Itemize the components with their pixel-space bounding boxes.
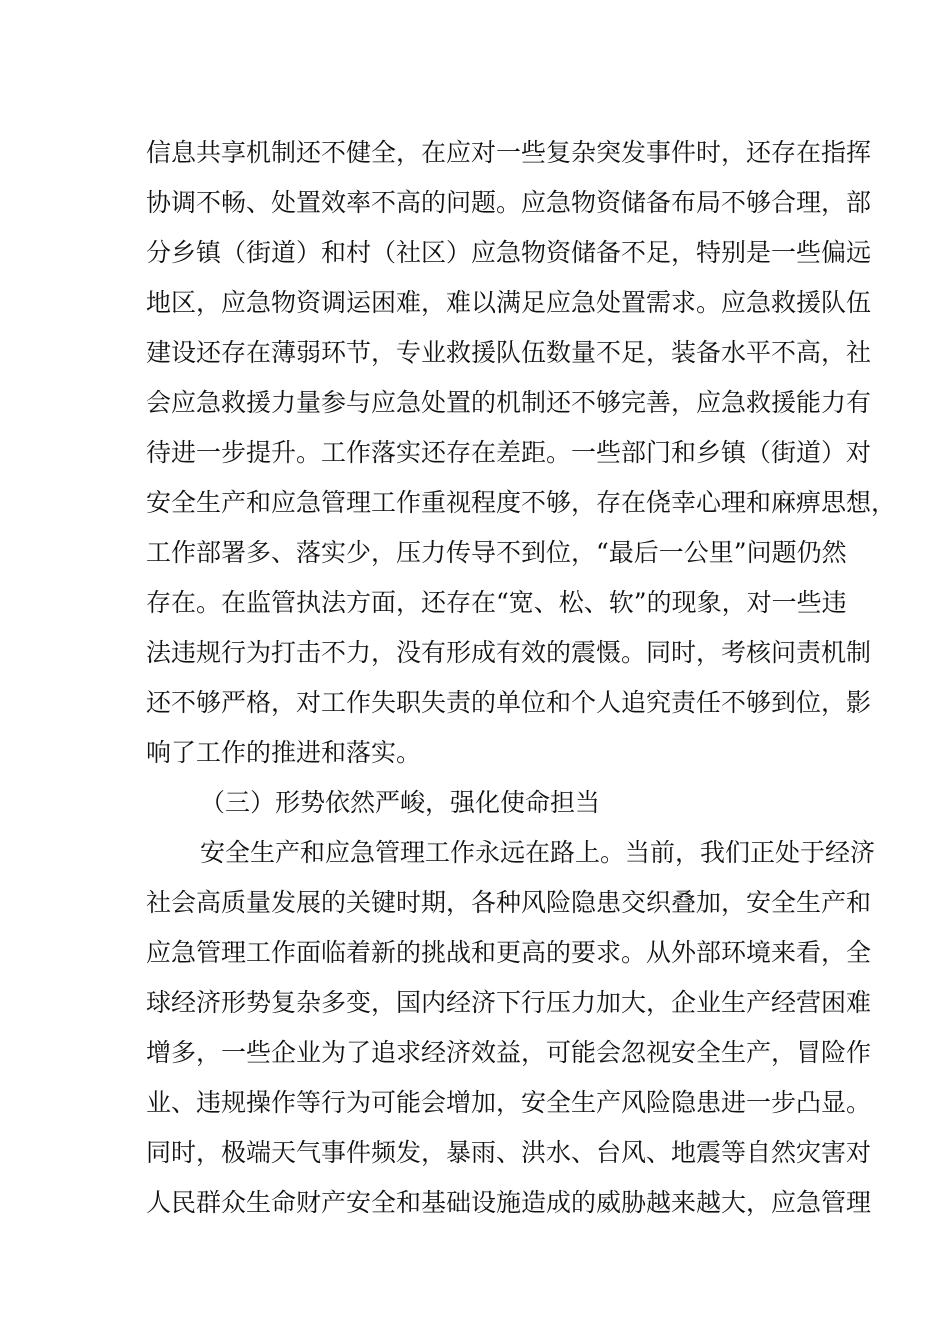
text-line: 响了工作的推进和落实。 [146, 738, 422, 767]
text-line: 分乡镇（街道）和村（社区）应急物资储备不足，特别是一些偏远 [146, 238, 872, 267]
text-line: 信息共享机制还不健全，在应对一些复杂突发事件时，还存在指挥 [146, 138, 872, 167]
text-line: 增多，一些企业为了追求经济效益，可能会忽视安全生产，冒险作 [146, 1038, 872, 1067]
text-line: 工作部署多、落实少，压力传导不到位，“最后一公里”问题仍然 [146, 538, 847, 567]
text-line: 法违规行为打击不力，没有形成有效的震慑。同时，考核问责机制 [146, 638, 872, 667]
text-line: 建设还存在薄弱环节，专业救援队伍数量不足，装备水平不高，社 [146, 338, 872, 367]
text-line: 人民群众生命财产安全和基础设施造成的威胁越来越大，应急管理 [146, 1188, 872, 1217]
text-line: 球经济形势复杂多变，国内经济下行压力加大，企业生产经营困难 [146, 988, 872, 1017]
text-line: 社会高质量发展的关键时期，各种风险隐患交织叠加，安全生产和 [146, 888, 872, 917]
text-line: 协调不畅、处置效率不高的问题。应急物资储备布局不够合理，部 [146, 188, 872, 217]
text-line: 存在。在监管执法方面，还存在“宽、松、软”的现象，对一些违 [146, 588, 847, 617]
text-line: 业、违规操作等行为可能会增加，安全生产风险隐患进一步凸显。 [146, 1088, 872, 1117]
text-line: 地区，应急物资调运困难，难以满足应急处置需求。应急救援队伍 [146, 288, 872, 317]
text-line: 待进一步提升。工作落实还存在差距。一些部门和乡镇（街道）对 [146, 438, 872, 467]
text-line: 同时，极端天气事件频发，暴雨、洪水、台风、地震等自然灾害对 [146, 1138, 872, 1167]
text-line: 安全生产和应急管理工作永远在路上。当前，我们正处于经济 [200, 838, 876, 867]
text-line: 应急管理工作面临着新的挑战和更高的要求。从外部环境来看，全 [146, 938, 872, 967]
text-line: 会应急救援力量参与应急处置的机制还不够完善，应急救援能力有 [146, 388, 872, 417]
text-line: 还不够严格，对工作失职失责的单位和个人追究责任不够到位，影 [146, 688, 872, 717]
text-line: 安全生产和应急管理工作重视程度不够，存在侥幸心理和麻痹思想， [146, 488, 897, 517]
section-heading: （三）形势依然严峻，强化使命担当 [200, 788, 601, 817]
